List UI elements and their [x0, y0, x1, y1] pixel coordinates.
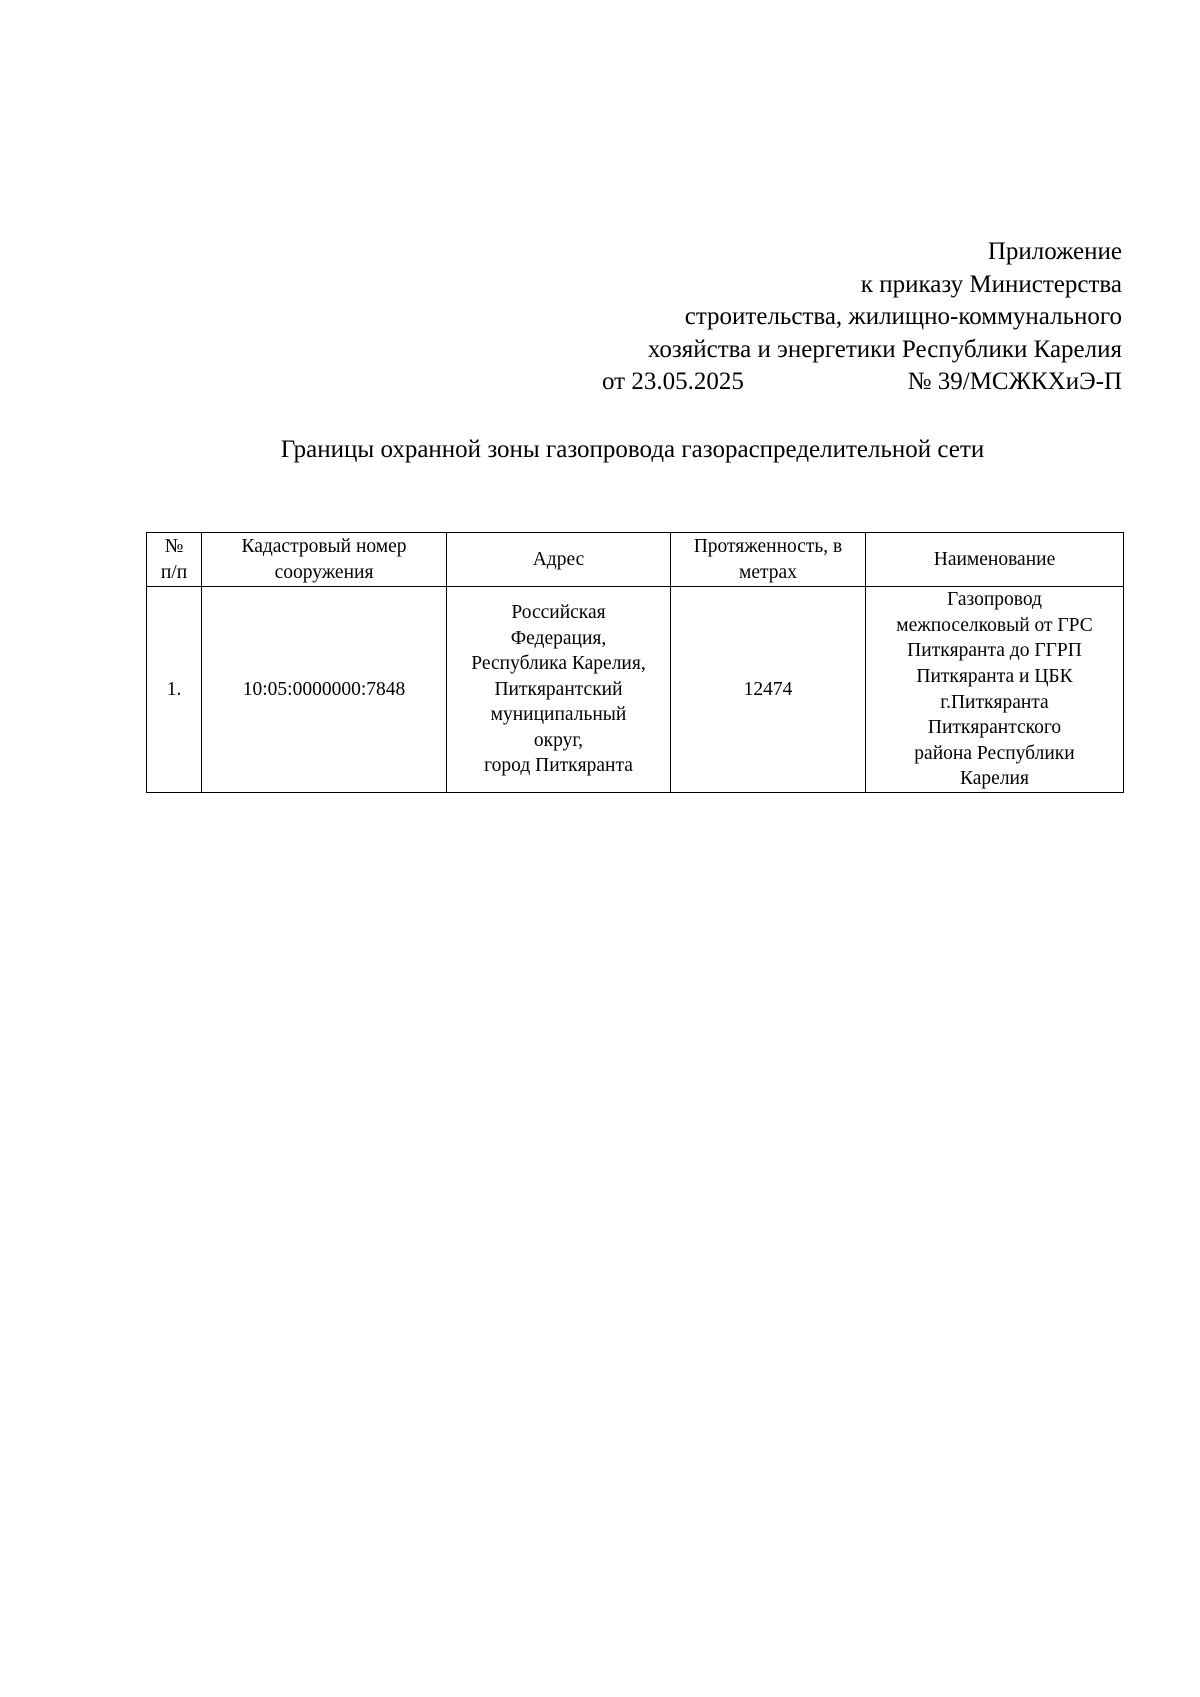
header-address: Адрес — [447, 533, 671, 587]
cell-address: Российская Федерация, Республика Карелия, Питкярантский муниципальный округ, город Питкяранта — [447, 587, 671, 793]
document-title: Границы охранной зоны газопровода газораспределительной сети — [280, 436, 985, 463]
table-header-row — [147, 533, 1124, 587]
appendix-block — [560, 236, 1122, 399]
header-length: Протяженность, в метрах — [671, 533, 866, 587]
appendix-line-order-ref: к приказу Министерства — [860, 270, 1122, 298]
header-number: № п/п — [147, 533, 202, 587]
order-date: от 23.05.2025 — [602, 368, 744, 395]
protection-zone-table — [146, 532, 1124, 793]
order-line — [560, 366, 1122, 399]
order-number: № 39/МСЖКХиЭ-П — [907, 368, 1122, 395]
cell-number: 1. — [147, 587, 202, 793]
cell-cadastral-number: 10:05:0000000:7848 — [202, 587, 447, 793]
header-name: Наименование — [866, 533, 1124, 587]
appendix-title: Приложение — [987, 238, 1122, 265]
cell-length: 12474 — [671, 587, 866, 793]
cell-name: Газопровод межпоселковый от ГРС Питкяранта до ГГРП Питкяранта и ЦБК г.Питкяранта Питкярантского района Республики Карелия — [866, 587, 1124, 793]
appendix-line-ministry-cont: хозяйства и энергетики Республики Карелия — [647, 335, 1122, 363]
header-cadastral-number: Кадастровый номер сооружения — [202, 533, 447, 587]
table-row — [147, 587, 1124, 793]
appendix-line-ministry: строительства, жилищно-коммунального — [684, 303, 1122, 330]
